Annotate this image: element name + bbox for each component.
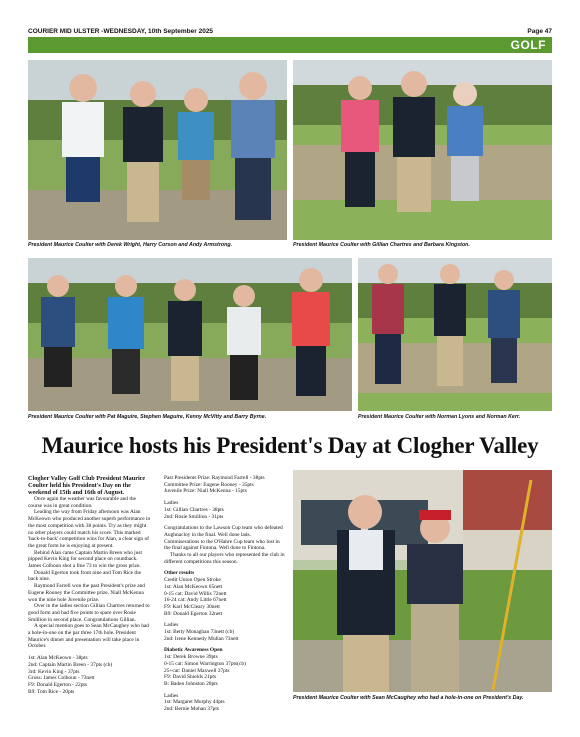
- ladies-heading: Ladies: [164, 692, 179, 699]
- caption-photo-4: President Maurice Coulter with Norman Lyons and Norman Kerr.: [358, 414, 521, 420]
- headline: Maurice hosts his President's Day at Clogher Valley: [41, 433, 539, 458]
- prize-line: Committee Prize: Eugene Rooney - 35pts: [164, 481, 254, 488]
- photo-group-four-men: [28, 60, 287, 240]
- photo-group-three-men: [358, 258, 552, 411]
- article-paragraph: Behind Alan came Captain Martin Breen who just pipped Kevin King for second place on countback. James Colhoun shot a fine 73 to win the gross prize.: [28, 549, 142, 570]
- article-paragraph: Raymond Farrell won the past President's prize and Eugene Rooney the Committee prize. Niall McKenna won the nine hole Juvenile prize.: [28, 583, 146, 603]
- result-line: B: Baden Johnston 20pts: [164, 680, 218, 687]
- result-line: 1st: Alan McKeown 65nett: [164, 583, 223, 590]
- result-line: 2nd: Rosie Smillion - 31pts: [164, 513, 224, 520]
- other-results-heading: Other results: [164, 570, 195, 577]
- photo-group-five-men: [28, 258, 352, 411]
- result-line: 1st: Alan McKeown - 38pts: [28, 655, 88, 662]
- result-line: 16-24 cat: Andy Little 67nett: [164, 597, 227, 604]
- result-line: B9: Tom Rice - 20pts: [28, 688, 75, 695]
- result-line: B9: Donald Egerton 32nett: [164, 610, 223, 617]
- article-paragraph: Congratulations to the Lawson Cup team who defeated Aughnacloy in the final. Well done lads. Commiserations to the O'Hahre Cup team who lost in the final against Fintona. Well done to Fintona.: [164, 525, 283, 552]
- result-line: Gross: James Colhoun - 73nett: [28, 675, 95, 682]
- article-paragraph: Donald Egerton took front nine and Tom Rice the back nine.: [28, 569, 142, 583]
- article-paragraph: Thanks to all our players who represented the club in different competitions this season.: [164, 552, 285, 565]
- competition-name: Credit Union Open Stroke: [164, 577, 221, 584]
- caption-photo-1: President Maurice Coulter with Derek Wright, Harry Corson and Andy Armstrong.: [28, 242, 233, 248]
- result-line: F9: Donald Egerton - 22pts: [28, 681, 87, 688]
- result-line: 0-15 cat: David Willis 72nett: [164, 590, 227, 597]
- caption-photo-5: President Maurice Coulter with Sean McCaughey who had a hole-in-one on President's Day.: [293, 695, 524, 701]
- diabetic-heading: Diabetic Awareness Open: [164, 647, 223, 654]
- result-line: 3rd: Kevin King - 37pts: [28, 668, 80, 675]
- result-line: 2nd: Irene Kennedy Mullan 73nett: [164, 635, 239, 642]
- article-column-2: [164, 475, 287, 713]
- publication-line: COURIER MID ULSTER -WEDNESDAY, 10th September 2025: [28, 28, 214, 35]
- article-column-1: [28, 475, 151, 695]
- result-line: 0-15 cat: Simon Warrington 37pts(cb): [164, 660, 246, 667]
- ladies-heading: Ladies: [164, 500, 179, 507]
- page-number: Page 47: [527, 28, 552, 35]
- photo-group-three: [293, 60, 552, 240]
- result-line: 1st: Margaret Murphy 44pts: [164, 699, 225, 706]
- result-line: 1st: Derek Browne 39pts: [164, 654, 218, 661]
- article-paragraph: Leading the way from Friday afternoon was Alan McKeown who produced another superb performance in the most competition with 38 points. Try as they might no other players could match his score. This marked 'back-to-back' competition wins for Alan, a clear sign of the great form he is enjoying at present.: [28, 509, 151, 549]
- result-line: 1st: Gillian Chartres - 38pts: [164, 506, 224, 513]
- result-line: F9: Karl McCleary 30nett: [164, 603, 220, 610]
- result-line: 2nd: Captain Martin Breen - 37pts (cb): [28, 661, 113, 668]
- article-lead: Clogher Valley Golf Club President Maurice Coulter held his President's Day on the weekend of 15th and 16th of August.: [28, 475, 146, 496]
- photo-hole-in-one: [293, 470, 552, 692]
- result-line: 1st: Betty Monaghan 73nett (cb): [164, 629, 235, 636]
- prize-line: Past Presidents Prize: Raymond Farrell - 38pts: [164, 475, 265, 481]
- article-paragraph: Once again the weather was favourable and the course was in great condition.: [28, 496, 136, 509]
- caption-photo-2: President Maurice Coulter with Gillian Chartres and Barbara Kingston.: [293, 242, 470, 248]
- section-bar: [28, 37, 552, 53]
- caption-photo-3: President Maurice Coulter with Pat Maguire, Stephen Maguire, Kenny McVitty and Barry Byrne.: [28, 414, 267, 420]
- article-paragraph: Over in the ladies section Gillian Chartres returned to good form and had five points to spare over Rosie Smillion in second place. Congratulations Gillian.: [28, 603, 150, 623]
- section-label: GOLF: [510, 38, 546, 52]
- result-line: 2nd: Bernie Mohan 37pts: [164, 706, 219, 713]
- result-line: 25+cat: Daniel Maxwell 37pts: [164, 667, 230, 674]
- article-paragraph: A special mention goes to Sean McCaughey who had a hole-in-one on the par three 17th hole. President Maurice's dinner and presentation will take place in October.: [28, 623, 149, 650]
- prize-line: Juvenile Prize: Niall McKenna - 15pts: [164, 488, 247, 495]
- result-line: F9: David Shields 21pts: [164, 674, 216, 681]
- ladies-heading: Ladies: [164, 622, 179, 629]
